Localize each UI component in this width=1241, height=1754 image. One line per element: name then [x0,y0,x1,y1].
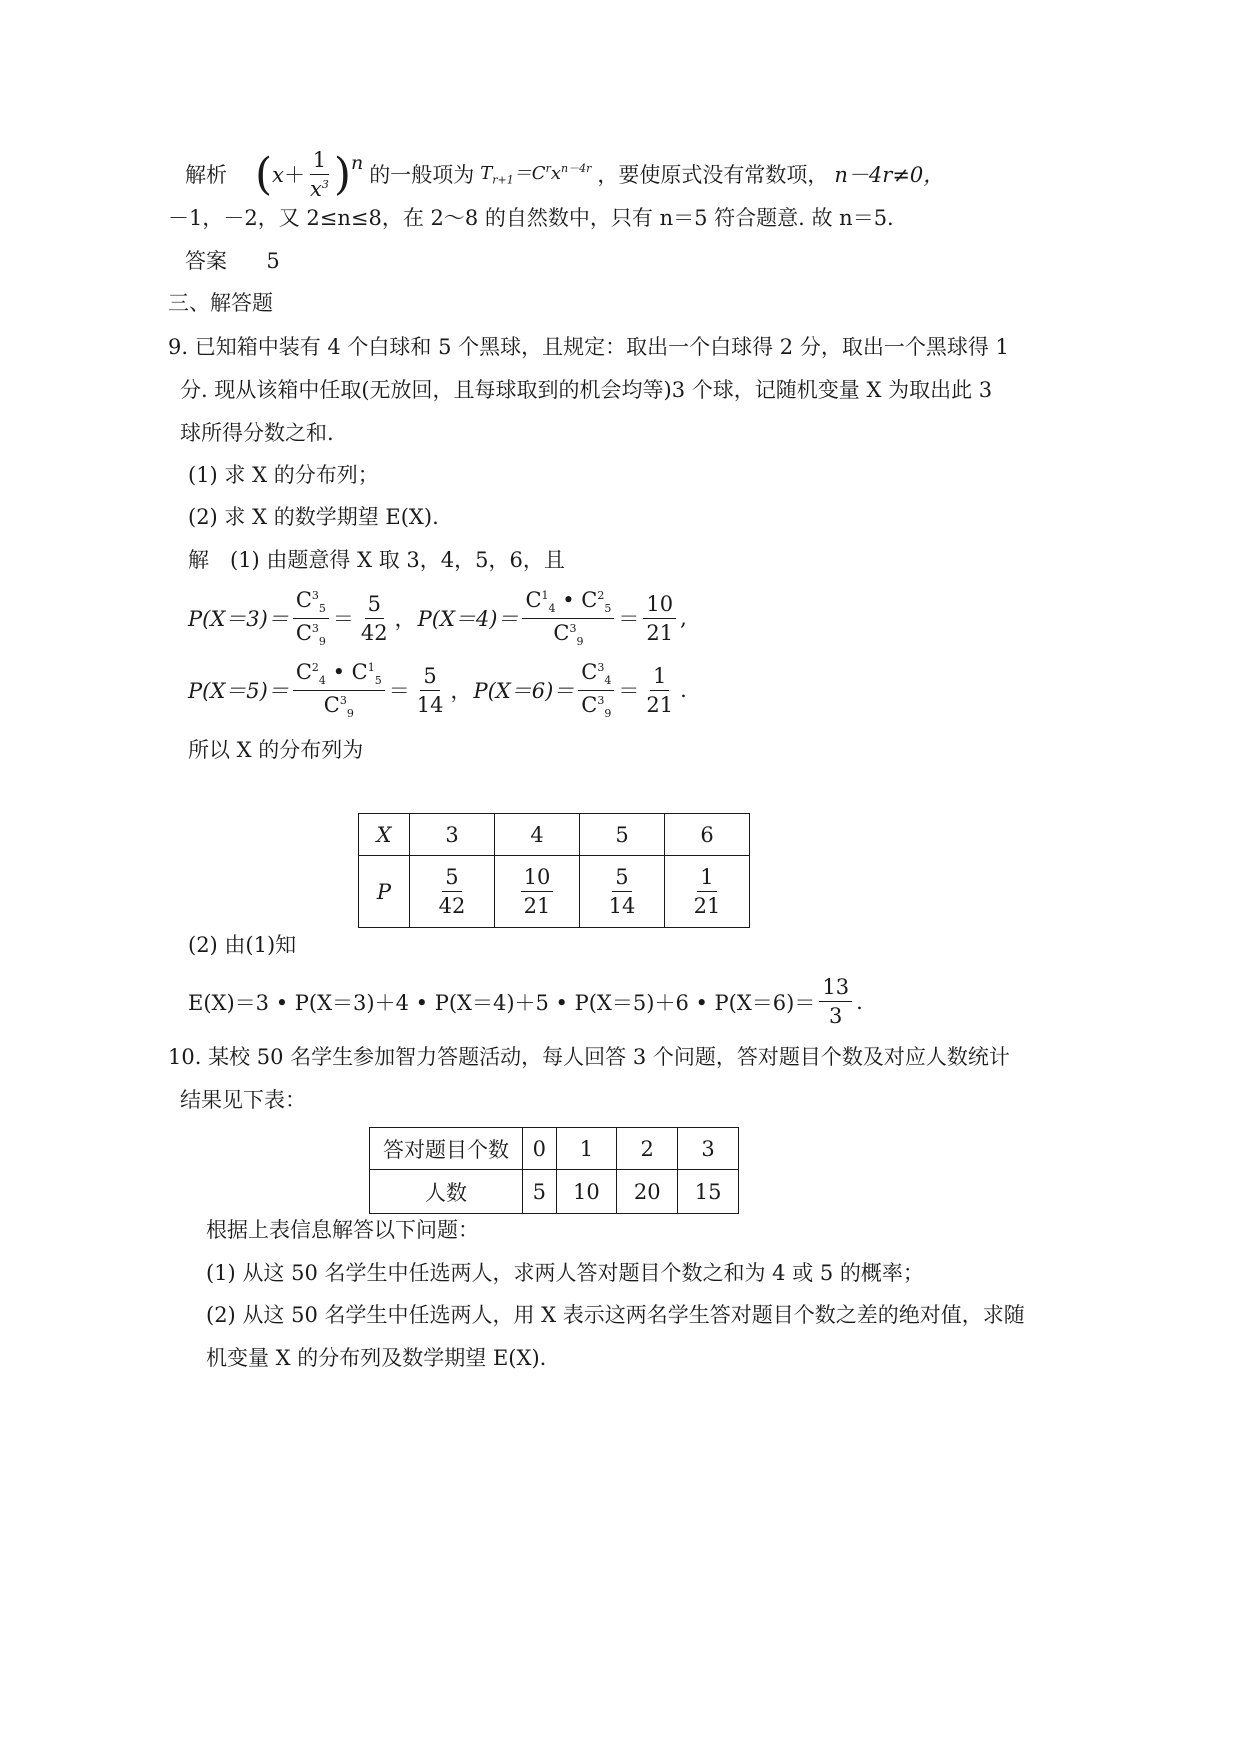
section-title: 三、解答题 [168,291,273,315]
q9-line3: 球所得分数之和. [180,421,334,445]
q10-intro: 根据上表信息解答以下问题： [206,1218,479,1242]
q9-solution-intro: 解 (1) 由题意得 X 取 3，4，5，6，且 [188,548,565,572]
table-cell: 15 [678,1170,739,1214]
score-table [369,1127,739,1214]
table-cell: P [359,856,410,928]
expectation-formula: E(X)＝3 • P(X＝3)＋4 • P(X＝4)＋5 • P(X＝5)＋6 • P(X＝6)＝ $\frac{13}{3}$ . [188,975,863,1029]
table-cell: $\frac{1}{21}$ [665,856,750,928]
table-cell: 6 [665,814,750,856]
expectation-num: 13 [819,975,852,1002]
prob-line-2: P(X＝5)＝ $\frac{C^2_4 • C^1_5}{C^3_9}$ ＝ $\frac{5}{14}$ ， P(X＝6)＝ $\frac{C^3_4}{C^3_9}$ ＝ $\frac{1}{21}$ . [188,660,687,721]
distribution-table [358,813,750,928]
general-term-formula: $T_{r+1}=C^rx^{n-4r}$ [480,161,592,187]
table-row [359,814,750,856]
table-row [370,1170,739,1214]
q10-line2: 结果见下表： [180,1088,306,1112]
q9-line1: 9. 已知箱中装有 4 个白球和 5 个黑球，且规定：取出一个白球得 2 分，取出一个黑球得 1 [168,335,1009,359]
table-cell: 5 [580,814,665,856]
p3-num: 5 [365,592,384,619]
p5-lhs: P(X＝5)＝ [188,679,289,704]
answer-value: 5 [266,249,280,273]
p4-lhs: P(X＝4)＝ [417,607,519,632]
binomial-expression: ( x ＋ $\frac{1}{x^3}$ ) n [255,148,364,202]
table-cell: 答对题目个数 [370,1128,523,1170]
p4-den: 21 [646,620,674,645]
p5-num: 5 [420,664,439,691]
table-cell: 0 [523,1128,557,1170]
table-cell: $\frac{5}{42}$ [410,856,495,928]
table-cell: 4 [495,814,580,856]
q9-part2-solution: (2) 由(1)知 [188,933,297,957]
table-cell: 5 [523,1170,557,1214]
p6-den: 21 [646,692,674,717]
solution-label: 解析 [185,162,227,187]
p6-lhs: P(X＝6)＝ [473,679,575,704]
q10-part1: (1) 从这 50 名学生中任选两人，求两人答对题目个数之和为 4 或 5 的概率； [206,1261,924,1285]
q10-part2-line1: (2) 从这 50 名学生中任选两人，用 X 表示这两名学生答对题目个数之差的绝对值，求随 [206,1303,1025,1327]
p3-den: 42 [360,620,388,645]
solution-8-line2: －1，－2，又 2≤n≤8，在 2～8 的自然数中，只有 n＝5 符合题意. 故 n＝5. [168,206,894,230]
solution-8-line1 [185,148,944,201]
table-cell: $\frac{10}{21}$ [495,856,580,928]
expectation-den: 3 [829,1004,843,1029]
answer-label: 答案 [185,249,227,273]
p6-num: 1 [650,664,669,691]
table-cell: 10 [556,1170,617,1214]
table-cell: 3 [410,814,495,856]
table-cell: 3 [678,1128,739,1170]
q10-line1: 10. 某校 50 名学生参加智力答题活动，每人回答 3 个问题，答对题目个数及对应人数统计 [168,1045,1010,1069]
table-cell: 1 [556,1128,617,1170]
table-cell: 2 [617,1128,678,1170]
condition-text: ，要使原式没有常数项， [597,162,829,187]
p4-num: 10 [643,592,676,619]
table-row [359,856,750,928]
table-cell: $\frac{5}{14}$ [580,856,665,928]
p3-lhs: P(X＝3)＝ [188,607,289,632]
table-cell: 人数 [370,1170,523,1214]
table-cell: 20 [617,1170,678,1214]
q10-part2-line2: 机变量 X 的分布列及数学期望 E(X). [206,1346,547,1370]
q9-part2: (2) 求 X 的数学期望 E(X). [188,505,439,529]
answer-8 [185,246,280,276]
general-term-text: 的一般项为 [369,162,475,187]
expectation-lhs: E(X)＝3 • P(X＝3)＋4 • P(X＝4)＋5 • P(X＝5)＋6 • P(X＝6)＝ [188,990,816,1015]
distribution-intro: 所以 X 的分布列为 [188,738,364,762]
q9-part1: (1) 求 X 的分布列； [188,463,379,487]
table-cell: X [359,814,410,856]
condition-formula: n－4r≠0， [834,162,945,187]
p5-den: 14 [416,692,444,717]
q9-line2: 分. 现从该箱中任取(无放回，且每球取到的机会均等)3 个球，记随机变量 X 为取出此 3 [180,378,993,402]
table-row [370,1128,739,1170]
prob-line-1: P(X＝3)＝ $\frac{C^3_5}{C^3_9}$ ＝ $\frac{5}{42}$ ， P(X＝4)＝ $\frac{C^1_4 • C^2_5}{C^3_9}$ ＝ $\frac{10}{21}$ , [188,588,687,649]
